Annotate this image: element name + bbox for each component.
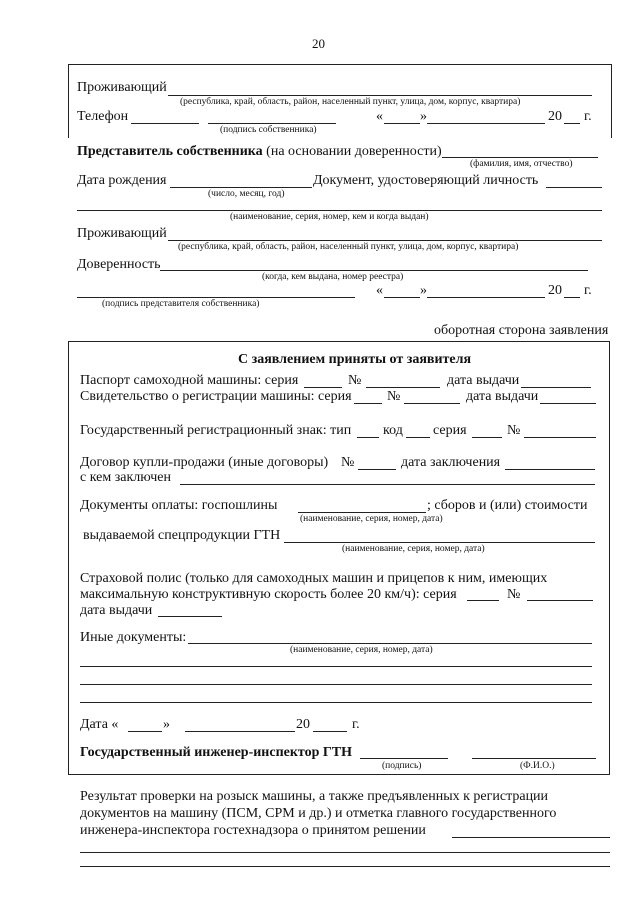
plate-number-sign: №	[507, 423, 521, 438]
inspector-fio-field[interactable]	[472, 758, 596, 759]
insurance-series-field[interactable]	[467, 600, 499, 601]
reverse-side-label: оборотная сторона заявления	[434, 323, 609, 338]
passport-number-field[interactable]	[366, 387, 440, 388]
inspector-label: Государственный инженер-инспектор ГТН	[80, 745, 353, 760]
representative-title-rest: (на основании доверенности)	[266, 144, 442, 159]
owner-signature-hint: (подпись собственника)	[220, 125, 317, 135]
power-of-attorney-field[interactable]	[160, 270, 588, 271]
representative-name-field[interactable]	[442, 157, 598, 158]
owner-residing-hint: (республика, край, область, район, населенный пункт, улица, дом, корпус, квартира)	[180, 97, 521, 107]
passport-date-label: дата выдачи	[447, 373, 520, 388]
plate-code-field[interactable]	[406, 437, 430, 438]
owner-date-day-field[interactable]	[384, 123, 420, 124]
representative-date-close-quote: »	[420, 283, 427, 298]
result-line-1: Результат проверки на розыск машины, а также предъявленных к регистрации	[80, 789, 549, 804]
identity-document-hint: (наименование, серия, номер, кем и когда выдан)	[230, 212, 429, 222]
inspector-fio-hint: (Ф.И.О.)	[520, 761, 555, 771]
other-documents-field[interactable]	[188, 643, 592, 644]
representative-date-month-field[interactable]	[427, 297, 545, 298]
other-documents-line-3[interactable]	[80, 684, 592, 685]
plate-series-label: серия	[433, 423, 467, 438]
passport-date-field[interactable]	[521, 387, 591, 388]
registration-number-field[interactable]	[404, 403, 460, 404]
insurance-number-field[interactable]	[527, 600, 593, 601]
owner-residing-label: Проживающий	[77, 80, 167, 95]
birth-date-field[interactable]	[170, 187, 312, 188]
insurance-number-sign: №	[507, 587, 521, 602]
contract-number-field[interactable]	[358, 469, 396, 470]
contract-date-label: дата заключения	[401, 455, 501, 470]
registration-date-label: дата выдачи	[466, 389, 539, 404]
representative-year-suffix: г.	[584, 283, 592, 298]
insurance-date-label: дата выдачи	[80, 603, 153, 618]
registration-date-field[interactable]	[540, 403, 596, 404]
contract-number-sign: №	[341, 455, 355, 470]
representative-date-open-quote: «	[376, 283, 383, 298]
owner-phone-field[interactable]	[131, 123, 199, 124]
representative-residing-hint: (республика, край, область, район, населенный пункт, улица, дом, корпус, квартира)	[178, 242, 519, 252]
plate-code-label: код	[383, 423, 403, 438]
owner-year-prefix: 20	[548, 109, 562, 124]
representative-residing-label: Проживающий	[77, 226, 167, 241]
plate-type-field[interactable]	[357, 437, 379, 438]
acceptance-year-suffix: г.	[352, 717, 360, 732]
result-line-2: документов на машину (ПСМ, СРМ и др.) и отметка главного государственного	[80, 806, 557, 821]
contract-label: Договор купли-продажи (иные договоры)	[80, 455, 329, 470]
other-documents-line-2[interactable]	[80, 666, 592, 667]
identity-document-field[interactable]	[546, 187, 602, 188]
representative-residing-field[interactable]	[168, 240, 602, 241]
passport-label: Паспорт самоходной машины: серия	[80, 373, 299, 388]
owner-year-field[interactable]	[564, 123, 580, 124]
payment-label: Документы оплаты: госпошлины	[80, 498, 278, 513]
inspector-signature-field[interactable]	[360, 758, 448, 759]
products-field[interactable]	[284, 542, 595, 543]
products-hint: (наименование, серия, номер, дата)	[342, 544, 485, 554]
acceptance-title: С заявлением приняты от заявителя	[238, 352, 472, 367]
representative-year-prefix: 20	[548, 283, 562, 298]
acceptance-section-frame	[68, 341, 610, 775]
identity-document-label: Документ, удостоверяющий личность	[313, 173, 539, 188]
representative-title-bold: Представитель собственника	[77, 144, 263, 159]
payment-fees-label: ; сборов и (или) стоимости	[427, 498, 588, 513]
birth-date-label: Дата рождения	[77, 173, 167, 188]
plate-number-field[interactable]	[524, 437, 596, 438]
registration-series-field[interactable]	[354, 403, 382, 404]
payment-duty-field[interactable]	[298, 512, 426, 513]
owner-date-month-field[interactable]	[427, 123, 545, 124]
contract-party-label: с кем заключен	[80, 470, 171, 485]
representative-signature-hint: (подпись представителя собственника)	[102, 299, 260, 309]
representative-signature-field[interactable]	[77, 297, 355, 298]
result-line-3: инженера-инспектора гостехнадзора о принятом решении	[80, 823, 426, 838]
contract-party-field[interactable]	[180, 484, 595, 485]
owner-residing-field[interactable]	[168, 95, 592, 96]
result-line-field-2[interactable]	[80, 852, 610, 853]
birth-date-hint: (число, месяц, год)	[208, 189, 285, 199]
power-of-attorney-label: Доверенность	[77, 257, 161, 272]
other-documents-hint: (наименование, серия, номер, дата)	[290, 645, 433, 655]
other-documents-line-4[interactable]	[80, 702, 592, 703]
passport-number-sign: №	[348, 373, 362, 388]
acceptance-date-month-field[interactable]	[185, 731, 295, 732]
identity-document-details-field[interactable]	[77, 210, 602, 211]
owner-date-open-quote: «	[376, 109, 383, 124]
representative-year-field[interactable]	[564, 297, 580, 298]
products-label: выдаваемой спецпродукции ГТН	[83, 528, 281, 543]
insurance-line-2: максимальную конструктивную скорость более 20 км/ч): серия	[80, 587, 457, 602]
registration-label: Свидетельство о регистрации машины: серия	[80, 389, 352, 404]
acceptance-date-close-quote: »	[163, 717, 170, 732]
owner-phone-label: Телефон	[77, 109, 129, 124]
representative-date-day-field[interactable]	[384, 297, 420, 298]
result-decision-field[interactable]	[452, 837, 610, 838]
other-documents-label: Иные документы:	[80, 630, 187, 645]
insurance-line-1: Страховой полис (только для самоходных машин и прицепов к ним, имеющих	[80, 571, 548, 586]
payment-hint: (наименование, серия, номер, дата)	[300, 514, 443, 524]
insurance-date-field[interactable]	[158, 616, 222, 617]
page-number: 20	[312, 36, 325, 51]
power-of-attorney-hint: (когда, кем выдана, номер реестра)	[262, 272, 404, 282]
owner-signature-field[interactable]	[208, 123, 336, 124]
acceptance-year-prefix: 20	[296, 717, 310, 732]
representative-name-hint: (фамилия, имя, отчество)	[470, 159, 573, 169]
contract-date-field[interactable]	[505, 469, 595, 470]
registration-number-sign: №	[387, 389, 401, 404]
acceptance-date-label: Дата «	[80, 717, 119, 732]
plate-series-field[interactable]	[472, 437, 502, 438]
result-line-field-3[interactable]	[80, 866, 610, 867]
owner-date-close-quote: »	[420, 109, 427, 124]
acceptance-year-field[interactable]	[313, 731, 347, 732]
inspector-signature-hint: (подпись)	[382, 761, 422, 771]
representative-title	[77, 144, 442, 160]
acceptance-date-day-field[interactable]	[128, 731, 162, 732]
passport-series-field[interactable]	[304, 387, 342, 388]
owner-year-suffix: г.	[584, 109, 592, 124]
plate-label: Государственный регистрационный знак: тип	[80, 423, 352, 438]
